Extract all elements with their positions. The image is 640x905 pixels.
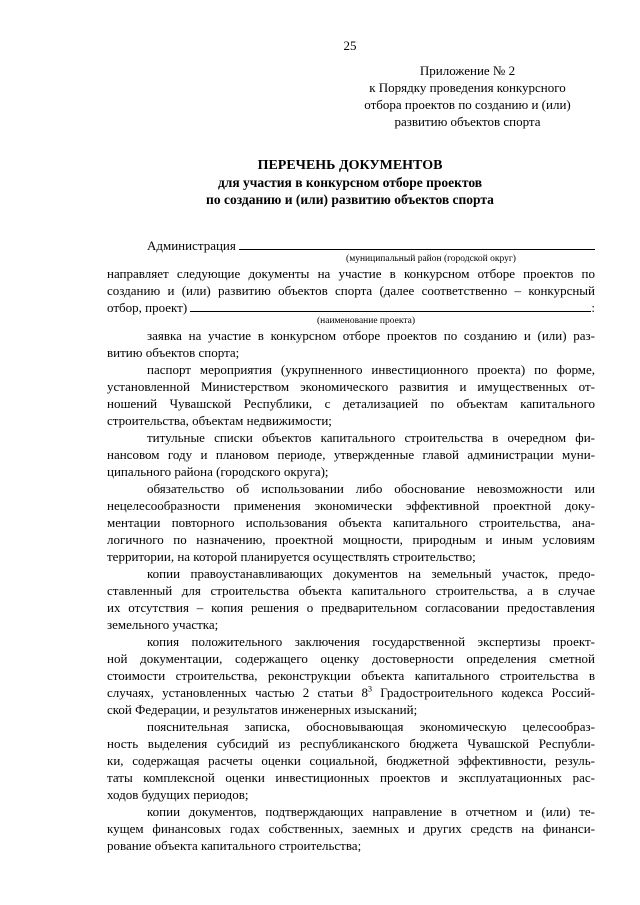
text-line-with-superscript bbox=[107, 684, 595, 701]
superscript: 3 bbox=[367, 684, 372, 694]
text-line: копии правоустанавливающих документов на земельный участок, предо- bbox=[147, 566, 595, 581]
project-label: отбор, проект) bbox=[107, 300, 188, 315]
project-caption: (наименование проекта) bbox=[316, 316, 415, 326]
text-line: заявка на участие в конкурсном отборе проектов по созданию и (или) раз- bbox=[147, 328, 595, 343]
text-line: земельного участка; bbox=[107, 617, 219, 632]
text-fragment: Градостроительного кодекса Россий- bbox=[371, 685, 595, 700]
text-line: ной документации, содержащего оценку достоверности определения сметной bbox=[107, 651, 595, 666]
text-line: логичного по назначению, проектной мощности, природным и иным условиям bbox=[107, 532, 595, 547]
list-item bbox=[107, 480, 595, 565]
text-line: территории, на которой планируется осуществлять строительство; bbox=[107, 549, 476, 564]
administration-row bbox=[107, 237, 595, 254]
text-line: ки, содержащая расчеты оценки социальной, бюджетной эффективности, резуль- bbox=[107, 753, 595, 768]
text-line: ность выделения субсидий из республиканского бюджета Чувашской Республи- bbox=[107, 736, 595, 751]
text-line: пояснительная записка, обосновывающая экономическую целесообраз- bbox=[147, 719, 595, 734]
list-item bbox=[107, 633, 595, 718]
text-line: рование объекта капитального строительства; bbox=[107, 838, 362, 853]
administration-blank-field bbox=[239, 237, 595, 250]
text-line: ходов будущих периодов; bbox=[107, 787, 249, 802]
text-line: созданию и (или) развитию объектов спорта (далее соответственно – конкурсный bbox=[107, 283, 595, 298]
project-row bbox=[107, 299, 595, 316]
text-line: паспорт мероприятия (укрупненного инвестиционного проекта) по форме, bbox=[147, 362, 595, 377]
list-item bbox=[107, 327, 595, 361]
text-line: стоимости строительства, реконструкции объекта капитального строительства в bbox=[107, 668, 595, 683]
administration-label: Администрация bbox=[147, 238, 236, 253]
title-line: по созданию и (или) развитию объектов спорта bbox=[206, 192, 494, 207]
text-line: нансовом году и плановом периоде, утвержденные главой администрации муни- bbox=[107, 447, 595, 462]
list-item bbox=[107, 565, 595, 633]
project-row-end: : bbox=[591, 300, 595, 315]
annex-block bbox=[360, 62, 575, 130]
text-line: таты комплексной оценки инвестиционных проектов и эксплуатационных рас- bbox=[107, 770, 595, 785]
text-fragment: случаях, установленных частью 2 статьи 8 bbox=[107, 685, 368, 700]
text-line: ношений Чувашской Республики, с детализацией по объектам капитального bbox=[107, 396, 595, 411]
text-line: титульные списки объектов капитального строительства в очередном фи- bbox=[147, 430, 595, 445]
text-line: установленной Министерством экономического развития и имущественных от- bbox=[107, 379, 595, 394]
project-blank-field bbox=[190, 299, 591, 312]
text-line: витию объектов спорта; bbox=[107, 345, 240, 360]
text-line: ментации повторного использования объекта капитального строительства, ана- bbox=[107, 515, 595, 530]
text-line: их отсутствия – копия решения о предварительном согласовании предоставления bbox=[107, 600, 595, 615]
text-line: копия положительного заключения государственной экспертизы проект- bbox=[147, 634, 595, 649]
annex-line: отбора проектов по созданию и (или) bbox=[364, 97, 571, 112]
text-line: строительства, объектам недвижимости; bbox=[107, 413, 332, 428]
text-line: ской Федерации, и результатов инженерных изысканий; bbox=[107, 702, 418, 717]
annex-line: к Порядку проведения конкурсного bbox=[369, 80, 566, 95]
text-line: нецелесообразности применения экономически эффективной проектной доку- bbox=[107, 498, 595, 513]
list-item bbox=[107, 718, 595, 803]
text-line: кущем финансовых годах собственных, заемных и других средств на финанси- bbox=[107, 821, 595, 836]
text-line: ставленный для строительства объекта капитального строительства, а в случае bbox=[107, 583, 595, 598]
administration-caption: (муниципальный район (городской округ) bbox=[346, 254, 516, 264]
annex-line: Приложение № 2 bbox=[419, 63, 516, 78]
annex-line: развитию объектов спорта bbox=[394, 114, 541, 129]
text-line: направляет следующие документы на участие в конкурсном отборе проектов по bbox=[107, 266, 595, 281]
text-line: обязательство об использовании либо обоснование невозможности или bbox=[147, 481, 595, 496]
text-line: ципального района (городского округа); bbox=[107, 464, 329, 479]
title-main: ПЕРЕЧЕНЬ ДОКУМЕНТОВ bbox=[257, 158, 443, 173]
title-line: для участия в конкурсном отборе проектов bbox=[217, 175, 483, 190]
document-title bbox=[150, 157, 550, 208]
list-item bbox=[107, 361, 595, 429]
document-body bbox=[107, 237, 595, 854]
text-line: копии документов, подтверждающих направление в отчетном и (или) те- bbox=[147, 804, 595, 819]
list-item bbox=[107, 803, 595, 854]
page-number: 25 bbox=[343, 38, 357, 53]
list-item bbox=[107, 429, 595, 480]
